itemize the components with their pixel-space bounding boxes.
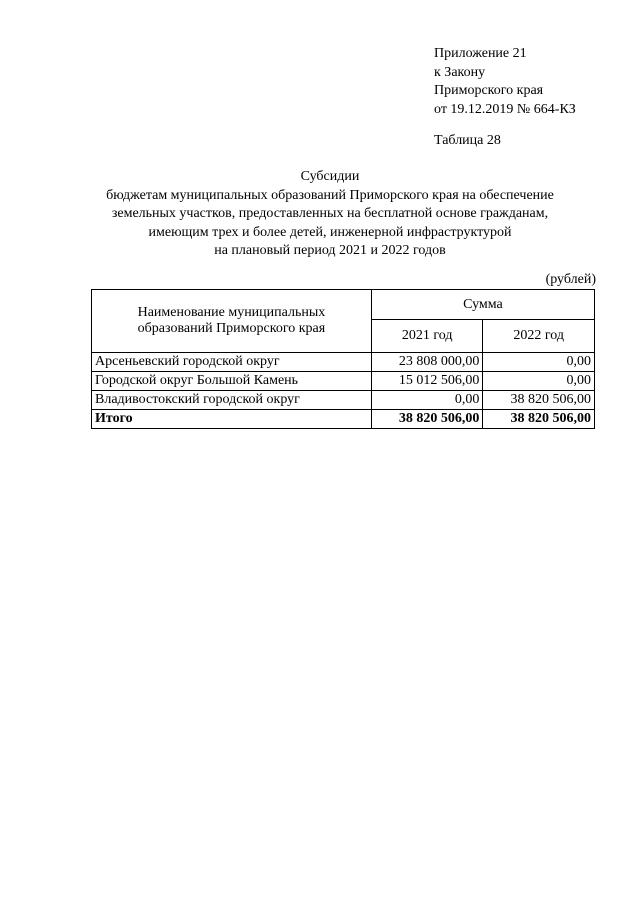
subsidy-table <box>91 289 595 429</box>
units-label: (рублей) <box>545 272 596 287</box>
appendix-line: от 19.12.2019 № 664-КЗ <box>434 101 576 117</box>
header-year-2021: 2021 год <box>371 320 483 353</box>
document-title <box>80 168 580 261</box>
row-value-2021: 0,00 <box>371 391 483 410</box>
row-value-2021: 15 012 506,00 <box>371 372 483 391</box>
table-row <box>92 372 595 391</box>
appendix-line: к Закону <box>434 64 486 80</box>
header-sum-cell: Сумма <box>371 290 594 320</box>
header-name-line: Наименование муниципальных <box>137 305 326 320</box>
appendix-line: Приморского края <box>434 83 544 98</box>
row-value-2022: 0,00 <box>483 353 595 372</box>
row-name: Владивостокский городской округ <box>92 391 372 410</box>
total-value-2022: 38 820 506,00 <box>483 410 595 429</box>
title-line: земельных участков, предоставленных на бесплатной основе гражданам, <box>111 206 549 221</box>
table-number: Таблица 28 <box>434 133 501 148</box>
title-line: Субсидии <box>300 169 360 184</box>
row-value-2021: 23 808 000,00 <box>371 353 483 372</box>
total-label: Итого <box>92 410 372 429</box>
row-name: Городской округ Большой Камень <box>92 372 372 391</box>
row-value-2022: 38 820 506,00 <box>483 391 595 410</box>
table-row <box>92 353 595 372</box>
row-value-2022: 0,00 <box>483 372 595 391</box>
appendix-line: Приложение 21 <box>434 46 527 61</box>
row-name: Арсеньевский городской округ <box>92 353 372 372</box>
header-year-2022: 2022 год <box>483 320 595 353</box>
table-row <box>92 391 595 410</box>
header-name-cell <box>92 290 372 353</box>
title-line: на плановый период 2021 и 2022 годов <box>214 243 446 258</box>
appendix-block <box>434 45 576 119</box>
header-name-line: образований Приморского края <box>137 321 326 336</box>
header-row <box>92 290 595 320</box>
total-row <box>92 410 595 429</box>
title-line: имеющим трех и более детей, инженерной инфраструктурой <box>148 224 512 240</box>
total-value-2021: 38 820 506,00 <box>371 410 483 429</box>
title-line: бюджетам муниципальных образований Приморского края на обеспечение <box>106 187 554 203</box>
